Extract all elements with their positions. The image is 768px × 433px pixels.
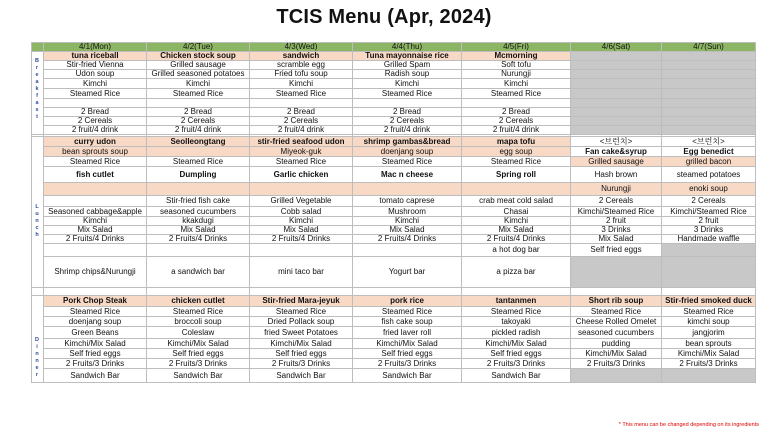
lunch-item: Mix Salad <box>571 235 662 244</box>
dinner-item <box>662 369 756 383</box>
breakfast-item <box>462 99 571 108</box>
lunch-item: Kimchi <box>353 217 462 226</box>
dinner-item: Kimchi/Mix Salad <box>571 349 662 359</box>
breakfast-item <box>571 99 662 108</box>
breakfast-item: Nurungji <box>462 70 571 79</box>
breakfast-item: Stir-fried Vienna <box>44 61 147 70</box>
dinner-item: Kimchi/Mix Salad <box>44 339 147 349</box>
dinner-item: fish cake soup <box>353 317 462 327</box>
lunch-item: steamed potatoes <box>662 167 756 183</box>
dinner-item: Steamed Rice <box>353 307 462 317</box>
dinner-item: Cheese Rolled Omelet <box>571 317 662 327</box>
breakfast-item: 2 Bread <box>353 108 462 117</box>
lunch-item: Mix Salad <box>462 226 571 235</box>
lunch-item: Mix Salad <box>250 226 353 235</box>
dinner-item: Steamed Rice <box>462 307 571 317</box>
breakfast-item: Kimchi <box>44 79 147 89</box>
lunch-item: Kimchi/Steamed Rice <box>571 207 662 217</box>
lunch-item: enoki soup <box>662 183 756 196</box>
lunch-item <box>44 183 147 196</box>
breakfast-item <box>662 61 756 70</box>
breakfast-item: Steamed Rice <box>250 89 353 99</box>
lunch-item: 2 fruit <box>662 217 756 226</box>
side-letter: u <box>35 211 39 217</box>
dinner-item: 2 Fruits/3 Drinks <box>662 359 756 369</box>
breakfast-main-dish: sandwich <box>250 52 353 61</box>
breakfast-main-dish <box>571 52 662 61</box>
lunch-item: egg soup <box>462 147 571 157</box>
lunch-item: Garlic chicken <box>250 167 353 183</box>
side-letter: B <box>35 58 39 64</box>
lunch-item <box>147 147 250 157</box>
breakfast-item: Grilled Spam <box>353 61 462 70</box>
side-letter: L <box>35 204 39 210</box>
section-divider <box>571 288 662 296</box>
dinner-main-dish: Stir-fried Mara-jeyuk <box>250 296 353 307</box>
dinner-main-dish: chicken cutlet <box>147 296 250 307</box>
lunch-item: Mix Salad <box>147 226 250 235</box>
menu-table <box>31 42 756 383</box>
breakfast-item <box>662 117 756 126</box>
side-letter: n <box>35 218 39 224</box>
lunch-item: a hot dog bar <box>462 244 571 257</box>
lunch-item: Steamed Rice <box>250 157 353 167</box>
lunch-item: tomato caprese <box>353 196 462 207</box>
lunch-item: Steamed Rice <box>462 157 571 167</box>
breakfast-item: Kimchi <box>353 79 462 89</box>
side-letter: n <box>35 358 39 364</box>
breakfast-item: Radish soup <box>353 70 462 79</box>
dinner-item: Kimchi/Mix Salad <box>462 339 571 349</box>
dinner-item: Sandwich Bar <box>353 369 462 383</box>
side-letter: c <box>35 225 39 231</box>
lunch-item: 2 Cereals <box>571 196 662 207</box>
lunch-item: Nurungji <box>571 183 662 196</box>
dinner-item: Sandwich Bar <box>147 369 250 383</box>
dinner-item: 2 Fruits/3 Drinks <box>250 359 353 369</box>
lunch-item: Shrimp chips&Nurungji <box>44 257 147 288</box>
breakfast-item: Steamed Rice <box>462 89 571 99</box>
dinner-item: Self fried eggs <box>44 349 147 359</box>
dinner-item: Sandwich Bar <box>462 369 571 383</box>
breakfast-item: Grilled seasoned potatoes <box>147 70 250 79</box>
side-letter: a <box>35 79 39 85</box>
breakfast-item: scramble egg <box>250 61 353 70</box>
dinner-item: Sandwich Bar <box>44 369 147 383</box>
lunch-item: Cobb salad <box>250 207 353 217</box>
dinner-item: jangjorim <box>662 327 756 339</box>
lunch-item <box>571 257 662 288</box>
lunch-item: Grilled sausage <box>571 157 662 167</box>
section-divider <box>250 288 353 296</box>
breakfast-item: 2 Cereals <box>250 117 353 126</box>
breakfast-item: Steamed Rice <box>353 89 462 99</box>
lunch-main-dish: <브런치> <box>571 137 662 147</box>
lunch-item: Yogurt bar <box>353 257 462 288</box>
dinner-item: Steamed Rice <box>44 307 147 317</box>
breakfast-item <box>571 117 662 126</box>
lunch-item: Hash brown <box>571 167 662 183</box>
dinner-side-label <box>31 337 43 379</box>
lunch-item: 2 Fruits/4 Drinks <box>250 235 353 244</box>
breakfast-item: Soft tofu <box>462 61 571 70</box>
dinner-item: Coleslaw <box>147 327 250 339</box>
dinner-item: Steamed Rice <box>147 307 250 317</box>
lunch-item: Steamed Rice <box>147 157 250 167</box>
breakfast-item: 2 Cereals <box>44 117 147 126</box>
lunch-item: 2 Fruits/4 Drinks <box>44 235 147 244</box>
lunch-item: Kimchi <box>462 217 571 226</box>
breakfast-item <box>571 70 662 79</box>
lunch-item: 3 Drinks <box>662 226 756 235</box>
breakfast-item <box>662 89 756 99</box>
breakfast-main-dish: Tuna mayonnaise rice <box>353 52 462 61</box>
breakfast-item: 2 fruit/4 drink <box>250 126 353 135</box>
side-letter: D <box>35 337 39 343</box>
lunch-item <box>250 244 353 257</box>
lunch-main-dish: stir-fried seafood udon <box>250 137 353 147</box>
lunch-item <box>353 183 462 196</box>
day-header: 4/3(Wed) <box>250 43 353 52</box>
lunch-item: Chasai <box>462 207 571 217</box>
breakfast-main-dish <box>662 52 756 61</box>
day-header: 4/4(Thu) <box>353 43 462 52</box>
lunch-item <box>662 257 756 288</box>
lunch-item: Grilled Vegetable <box>250 196 353 207</box>
corner-cell <box>32 43 44 52</box>
lunch-item: Handmade waffle <box>662 235 756 244</box>
breakfast-item <box>662 108 756 117</box>
lunch-item: Fan cake&syrup <box>571 147 662 157</box>
side-letter: e <box>35 72 39 78</box>
dinner-item: Self fried eggs <box>147 349 250 359</box>
day-header: 4/5(Fri) <box>462 43 571 52</box>
breakfast-main-dish: Chicken stock soup <box>147 52 250 61</box>
breakfast-main-dish: tuna riceball <box>44 52 147 61</box>
breakfast-item: Kimchi <box>250 79 353 89</box>
breakfast-item: Grilled sausage <box>147 61 250 70</box>
lunch-main-dish: shrimp gambas&bread <box>353 137 462 147</box>
side-letter: e <box>35 365 39 371</box>
lunch-main-dish: Seolleongtang <box>147 137 250 147</box>
dinner-main-dish: tantanmen <box>462 296 571 307</box>
breakfast-item <box>571 61 662 70</box>
breakfast-item: 2 fruit/4 drink <box>44 126 147 135</box>
breakfast-item: 2 fruit/4 drink <box>462 126 571 135</box>
lunch-item: Miyeok-guk <box>250 147 353 157</box>
day-header: 4/1(Mon) <box>44 43 147 52</box>
dinner-main-dish: Short rib soup <box>571 296 662 307</box>
side-letter: s <box>35 107 39 113</box>
side-letter: n <box>35 351 39 357</box>
lunch-item <box>662 244 756 257</box>
dinner-item: kimchi soup <box>662 317 756 327</box>
dinner-item: Self fried eggs <box>353 349 462 359</box>
breakfast-item <box>662 79 756 89</box>
lunch-item: Kimchi <box>250 217 353 226</box>
lunch-item: a sandwich bar <box>147 257 250 288</box>
breakfast-item: 2 Cereals <box>147 117 250 126</box>
lunch-item <box>250 183 353 196</box>
section-divider <box>462 288 571 296</box>
menu-grid <box>31 42 756 383</box>
lunch-item: Egg benedict <box>662 147 756 157</box>
breakfast-item <box>147 99 250 108</box>
breakfast-item: Steamed Rice <box>44 89 147 99</box>
dinner-item: Kimchi/Mix Salad <box>250 339 353 349</box>
dinner-item: Sandwich Bar <box>250 369 353 383</box>
lunch-item: Mushroom <box>353 207 462 217</box>
dinner-item: Kimchi/Mix Salad <box>353 339 462 349</box>
breakfast-main-dish: Mcmorning <box>462 52 571 61</box>
lunch-item: 2 Fruits/4 Drinks <box>353 235 462 244</box>
dinner-item: bean sprouts <box>662 339 756 349</box>
dinner-item: Self fried eggs <box>250 349 353 359</box>
breakfast-item: Kimchi <box>147 79 250 89</box>
lunch-item: bean sprouts soup <box>44 147 147 157</box>
lunch-item: doenjang soup <box>353 147 462 157</box>
lunch-item: crab meat cold salad <box>462 196 571 207</box>
lunch-item: Mac n cheese <box>353 167 462 183</box>
lunch-item: Seasoned cabbage&apple <box>44 207 147 217</box>
breakfast-item: 2 fruit/4 drink <box>353 126 462 135</box>
lunch-item: 2 Fruits/4 Drinks <box>462 235 571 244</box>
side-letter: k <box>35 86 39 92</box>
dinner-item: Steamed Rice <box>662 307 756 317</box>
section-divider <box>147 288 250 296</box>
day-header: 4/6(Sat) <box>571 43 662 52</box>
lunch-item: mini taco bar <box>250 257 353 288</box>
breakfast-side-label <box>31 58 43 121</box>
breakfast-item: 2 Bread <box>44 108 147 117</box>
lunch-main-dish: curry udon <box>44 137 147 147</box>
breakfast-item: Steamed Rice <box>147 89 250 99</box>
day-header: 4/2(Tue) <box>147 43 250 52</box>
lunch-item: 2 Fruits/4 Drinks <box>147 235 250 244</box>
lunch-item: seasoned cucumbers <box>147 207 250 217</box>
lunch-item: fish cutlet <box>44 167 147 183</box>
breakfast-item <box>44 99 147 108</box>
breakfast-item <box>571 79 662 89</box>
lunch-item <box>462 183 571 196</box>
dinner-item: fried Sweet Potatoes <box>250 327 353 339</box>
dinner-item: 2 Fruits/3 Drinks <box>147 359 250 369</box>
dinner-item: 2 Fruits/3 Drinks <box>462 359 571 369</box>
lunch-item: Mix Salad <box>44 226 147 235</box>
side-letter: r <box>35 372 39 378</box>
dinner-item: doenjang soup <box>44 317 147 327</box>
section-divider <box>32 288 44 296</box>
page-title: TCIS Menu (Apr, 2024) <box>276 6 492 28</box>
dinner-main-dish: pork rice <box>353 296 462 307</box>
breakfast-item <box>662 126 756 135</box>
dinner-main-dish: Pork Chop Steak <box>44 296 147 307</box>
side-letter: t <box>36 114 38 120</box>
dinner-item: 2 Fruits/3 Drinks <box>353 359 462 369</box>
section-divider <box>353 288 462 296</box>
breakfast-item: 2 Bread <box>147 108 250 117</box>
section-divider <box>44 288 147 296</box>
lunch-item: a pizza bar <box>462 257 571 288</box>
breakfast-item: 2 Bread <box>462 108 571 117</box>
dinner-item <box>571 369 662 383</box>
lunch-main-dish: mapa tofu <box>462 137 571 147</box>
dinner-item: broccoli soup <box>147 317 250 327</box>
lunch-item <box>147 183 250 196</box>
lunch-item: 2 fruit <box>571 217 662 226</box>
lunch-item: Steamed Rice <box>353 157 462 167</box>
dinner-item: Kimchi/Mix Salad <box>662 349 756 359</box>
breakfast-item: 2 fruit/4 drink <box>147 126 250 135</box>
section-divider <box>662 288 756 296</box>
dinner-item: pudding <box>571 339 662 349</box>
lunch-item: Stir-fried fish cake <box>147 196 250 207</box>
breakfast-item: 2 Cereals <box>462 117 571 126</box>
dinner-main-dish: Stir-fried smoked duck <box>662 296 756 307</box>
dinner-item: pickled radish <box>462 327 571 339</box>
breakfast-item <box>571 89 662 99</box>
dinner-item: fried laver roll <box>353 327 462 339</box>
lunch-item: Spring roll <box>462 167 571 183</box>
lunch-main-dish: <브런치> <box>662 137 756 147</box>
lunch-item: Dumpling <box>147 167 250 183</box>
dinner-item: 2 Fruits/3 Drinks <box>571 359 662 369</box>
breakfast-item: 2 Bread <box>250 108 353 117</box>
breakfast-item <box>662 99 756 108</box>
dinner-item: takoyaki <box>462 317 571 327</box>
lunch-item: Kimchi/Steamed Rice <box>662 207 756 217</box>
lunch-item: 2 Cereals <box>662 196 756 207</box>
side-letter: i <box>36 344 38 350</box>
breakfast-item: Kimchi <box>462 79 571 89</box>
side-letter: h <box>35 232 39 238</box>
lunch-item <box>44 196 147 207</box>
lunch-item: Steamed Rice <box>44 157 147 167</box>
side-letter: f <box>36 93 38 99</box>
breakfast-item <box>571 126 662 135</box>
breakfast-item <box>571 108 662 117</box>
breakfast-item <box>662 70 756 79</box>
lunch-item <box>353 244 462 257</box>
day-header: 4/7(Sun) <box>662 43 756 52</box>
breakfast-item <box>353 99 462 108</box>
dinner-item: Steamed Rice <box>571 307 662 317</box>
dinner-item: Self fried eggs <box>462 349 571 359</box>
breakfast-item: Udon soup <box>44 70 147 79</box>
lunch-item: grilled bacon <box>662 157 756 167</box>
dinner-item: Steamed Rice <box>250 307 353 317</box>
lunch-side-label <box>31 204 43 239</box>
dinner-item: Dried Pollack soup <box>250 317 353 327</box>
footnote: * This menu can be changed depending on its ingredients <box>618 422 759 428</box>
lunch-item <box>147 244 250 257</box>
lunch-item: Mix Salad <box>353 226 462 235</box>
lunch-item: Kimchi <box>44 217 147 226</box>
lunch-item: kkakdugi <box>147 217 250 226</box>
side-letter: a <box>35 100 39 106</box>
dinner-item: seasoned cucumbers <box>571 327 662 339</box>
breakfast-item: 2 Cereals <box>353 117 462 126</box>
lunch-item: Self fried eggs <box>571 244 662 257</box>
dinner-item: Green Beans <box>44 327 147 339</box>
side-letter: r <box>35 65 39 71</box>
breakfast-item <box>250 99 353 108</box>
dinner-item: Kimchi/Mix Salad <box>147 339 250 349</box>
dinner-item: 2 Fruits/3 Drinks <box>44 359 147 369</box>
breakfast-item: Fried tofu soup <box>250 70 353 79</box>
lunch-item <box>44 244 147 257</box>
lunch-item: 3 Drinks <box>571 226 662 235</box>
